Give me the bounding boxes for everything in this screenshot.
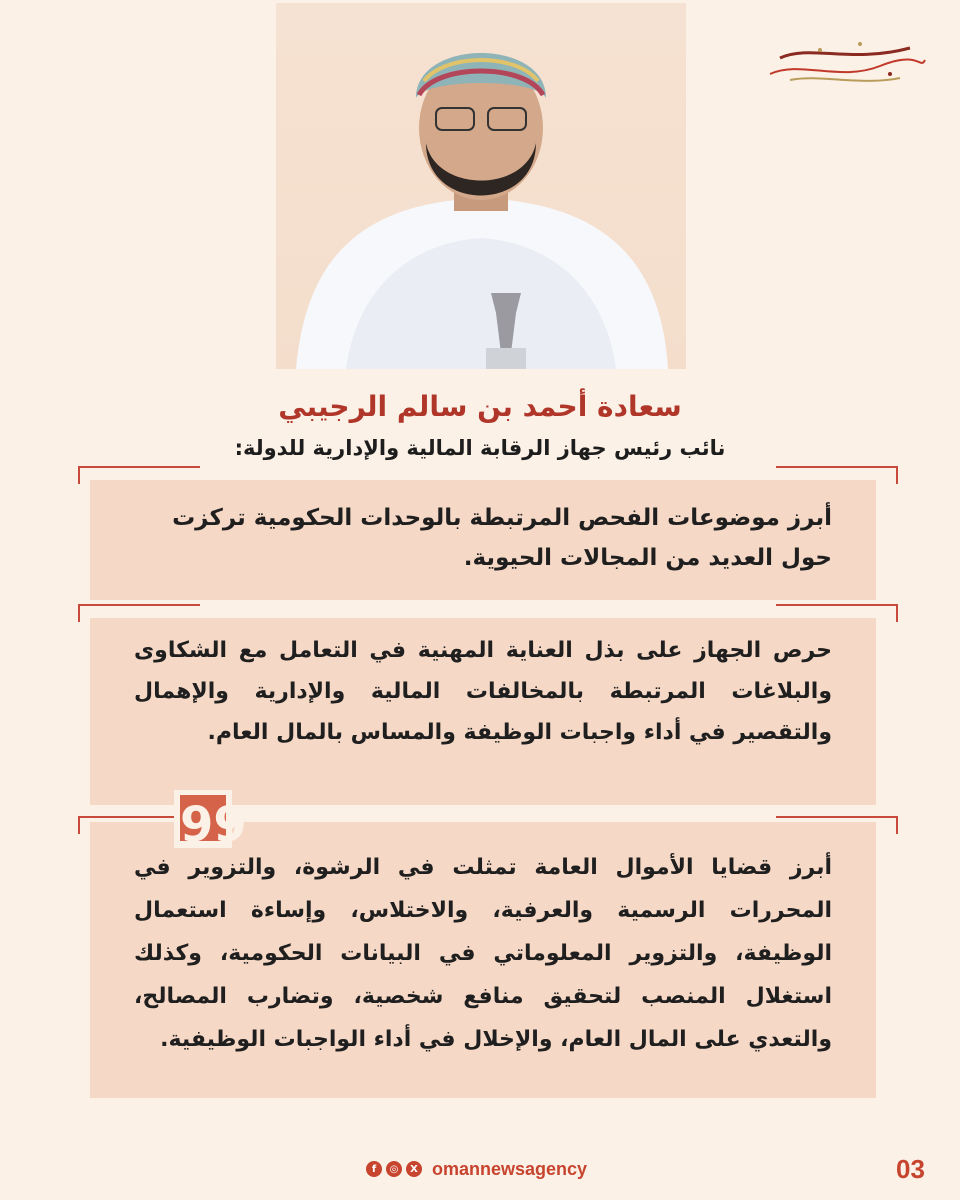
info-card-1 [90,480,876,600]
official-role: نائب رئيس جهاز الرقابة المالية والإدارية للدولة: [234,436,726,460]
instagram-icon[interactable]: ◎ [386,1161,402,1177]
social-handle[interactable]: omannewsagency [432,1158,588,1179]
info-card-2 [90,618,876,805]
official-name: سعادة أحمد بن سالم الرجيبي [278,390,682,423]
x-icon[interactable]: X [406,1161,422,1177]
portrait-photo [276,3,686,369]
quote-icon [174,790,247,853]
facebook-icon[interactable]: f [366,1161,382,1177]
quote-glyph: 99 [180,797,247,853]
social-footer [366,1156,587,1182]
info-card-3 [90,822,876,1098]
card-text: حرص الجهاز على بذل العناية المهنية في التعامل مع الشكاوى والبلاغات المرتبطة بالمخالفات المالية والإدارية والإهمال والتقصير في أداء واجبات الوظيفة والمساس بالمال العام. [134,638,832,745]
agency-logo [760,30,930,90]
page-number: 03 [896,1154,925,1184]
card-text: أبرز قضايا الأموال العامة تمثلت في الرشوة، والتزوير في المحررات الرسمية والعرفية، والاختلاس، وإساءة استعمال الوظيفة، والتزوير المعلوماتي في البيانات الحكومية، وكذلك استغلال المنصب لتحقيق منافع شخصية، وتضارب المصالح، والتعدي على المال العام، والإخلال في أداء الواجبات الوظيفية. [134,855,832,1052]
card-text: أبرز موضوعات الفحص المرتبطة بالوحدات الحكومية تركزت حول العديد من المجالات الحيوية. [172,505,832,571]
